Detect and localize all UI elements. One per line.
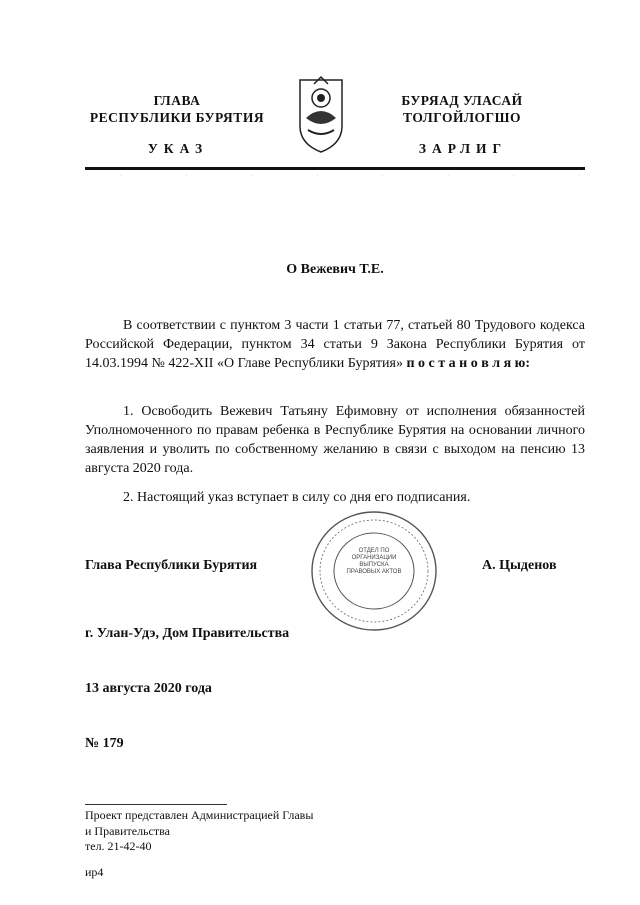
preamble-decree: п о с т а н о в л я ю:	[406, 356, 531, 371]
doc-type-left: УКАЗ	[147, 141, 209, 156]
header-left-line2: РЕСПУБЛИКИ БУРЯТИЯ	[89, 110, 265, 125]
seal-text: ОТДЕЛ ПО ОРГАНИЗАЦИИ ВЫПУСКА ПРАВОВЫХ АКТОВ	[346, 548, 402, 575]
doc-type-right: ЗАРЛИГ	[418, 141, 508, 156]
footer-line-3: тел. 21-42-40	[85, 839, 152, 853]
footer-line-4: ир4	[85, 864, 104, 879]
footer-note	[85, 808, 385, 880]
item-2-paragraph: 2. Настоящий указ вступает в силу со дня его подписания.	[123, 490, 471, 505]
preamble-text: В соответствии с пунктом 3 части 1 статьи 77, статьей 80 Трудового кодекса Российской Федерации, пунктом 34 статьи 9 Закона Республики Бурятия от 14.03.1994 № 422-XII «О Главе Республики Бурятия»	[85, 318, 585, 371]
document-title: О Вежевич Т.Е.	[286, 262, 384, 277]
footer-line-2: и Правительства	[85, 823, 170, 838]
header-left	[82, 92, 272, 126]
decree-number: № 179	[85, 736, 124, 751]
header-right-line2: ТОЛГОЙЛОГШО	[403, 110, 521, 125]
header-rule	[85, 167, 585, 170]
issue-place: г. Улан-Удэ, Дом Правительства	[85, 626, 290, 641]
footer-rule	[85, 804, 227, 805]
preamble-paragraph	[85, 316, 585, 373]
official-seal	[308, 508, 440, 634]
header-right	[382, 92, 542, 126]
coat-of-arms-emblem	[296, 74, 346, 154]
issue-date: 13 августа 2020 года	[85, 681, 212, 696]
header-left-line1: ГЛАВА	[153, 93, 201, 108]
signature-position: Глава Республики Бурятия	[85, 558, 258, 573]
item-1-paragraph: 1. Освободить Вежевич Татьяну Ефимовну от исполнения обязанностей Уполномоченного по правам ребенка в Республике Бурятия на основании личного заявления и уволить по собственному желанию в связи с выходом на пенсию 13 августа 2020 года.	[85, 404, 585, 476]
signature-name: А. Цыденов	[482, 558, 557, 573]
header-right-line1: БУРЯАД УЛАСАЙ	[401, 93, 523, 108]
header-dot-row: · · · · · · · ·	[120, 173, 580, 179]
footer-line-1: Проект представлен Администрацией Главы	[85, 808, 314, 822]
